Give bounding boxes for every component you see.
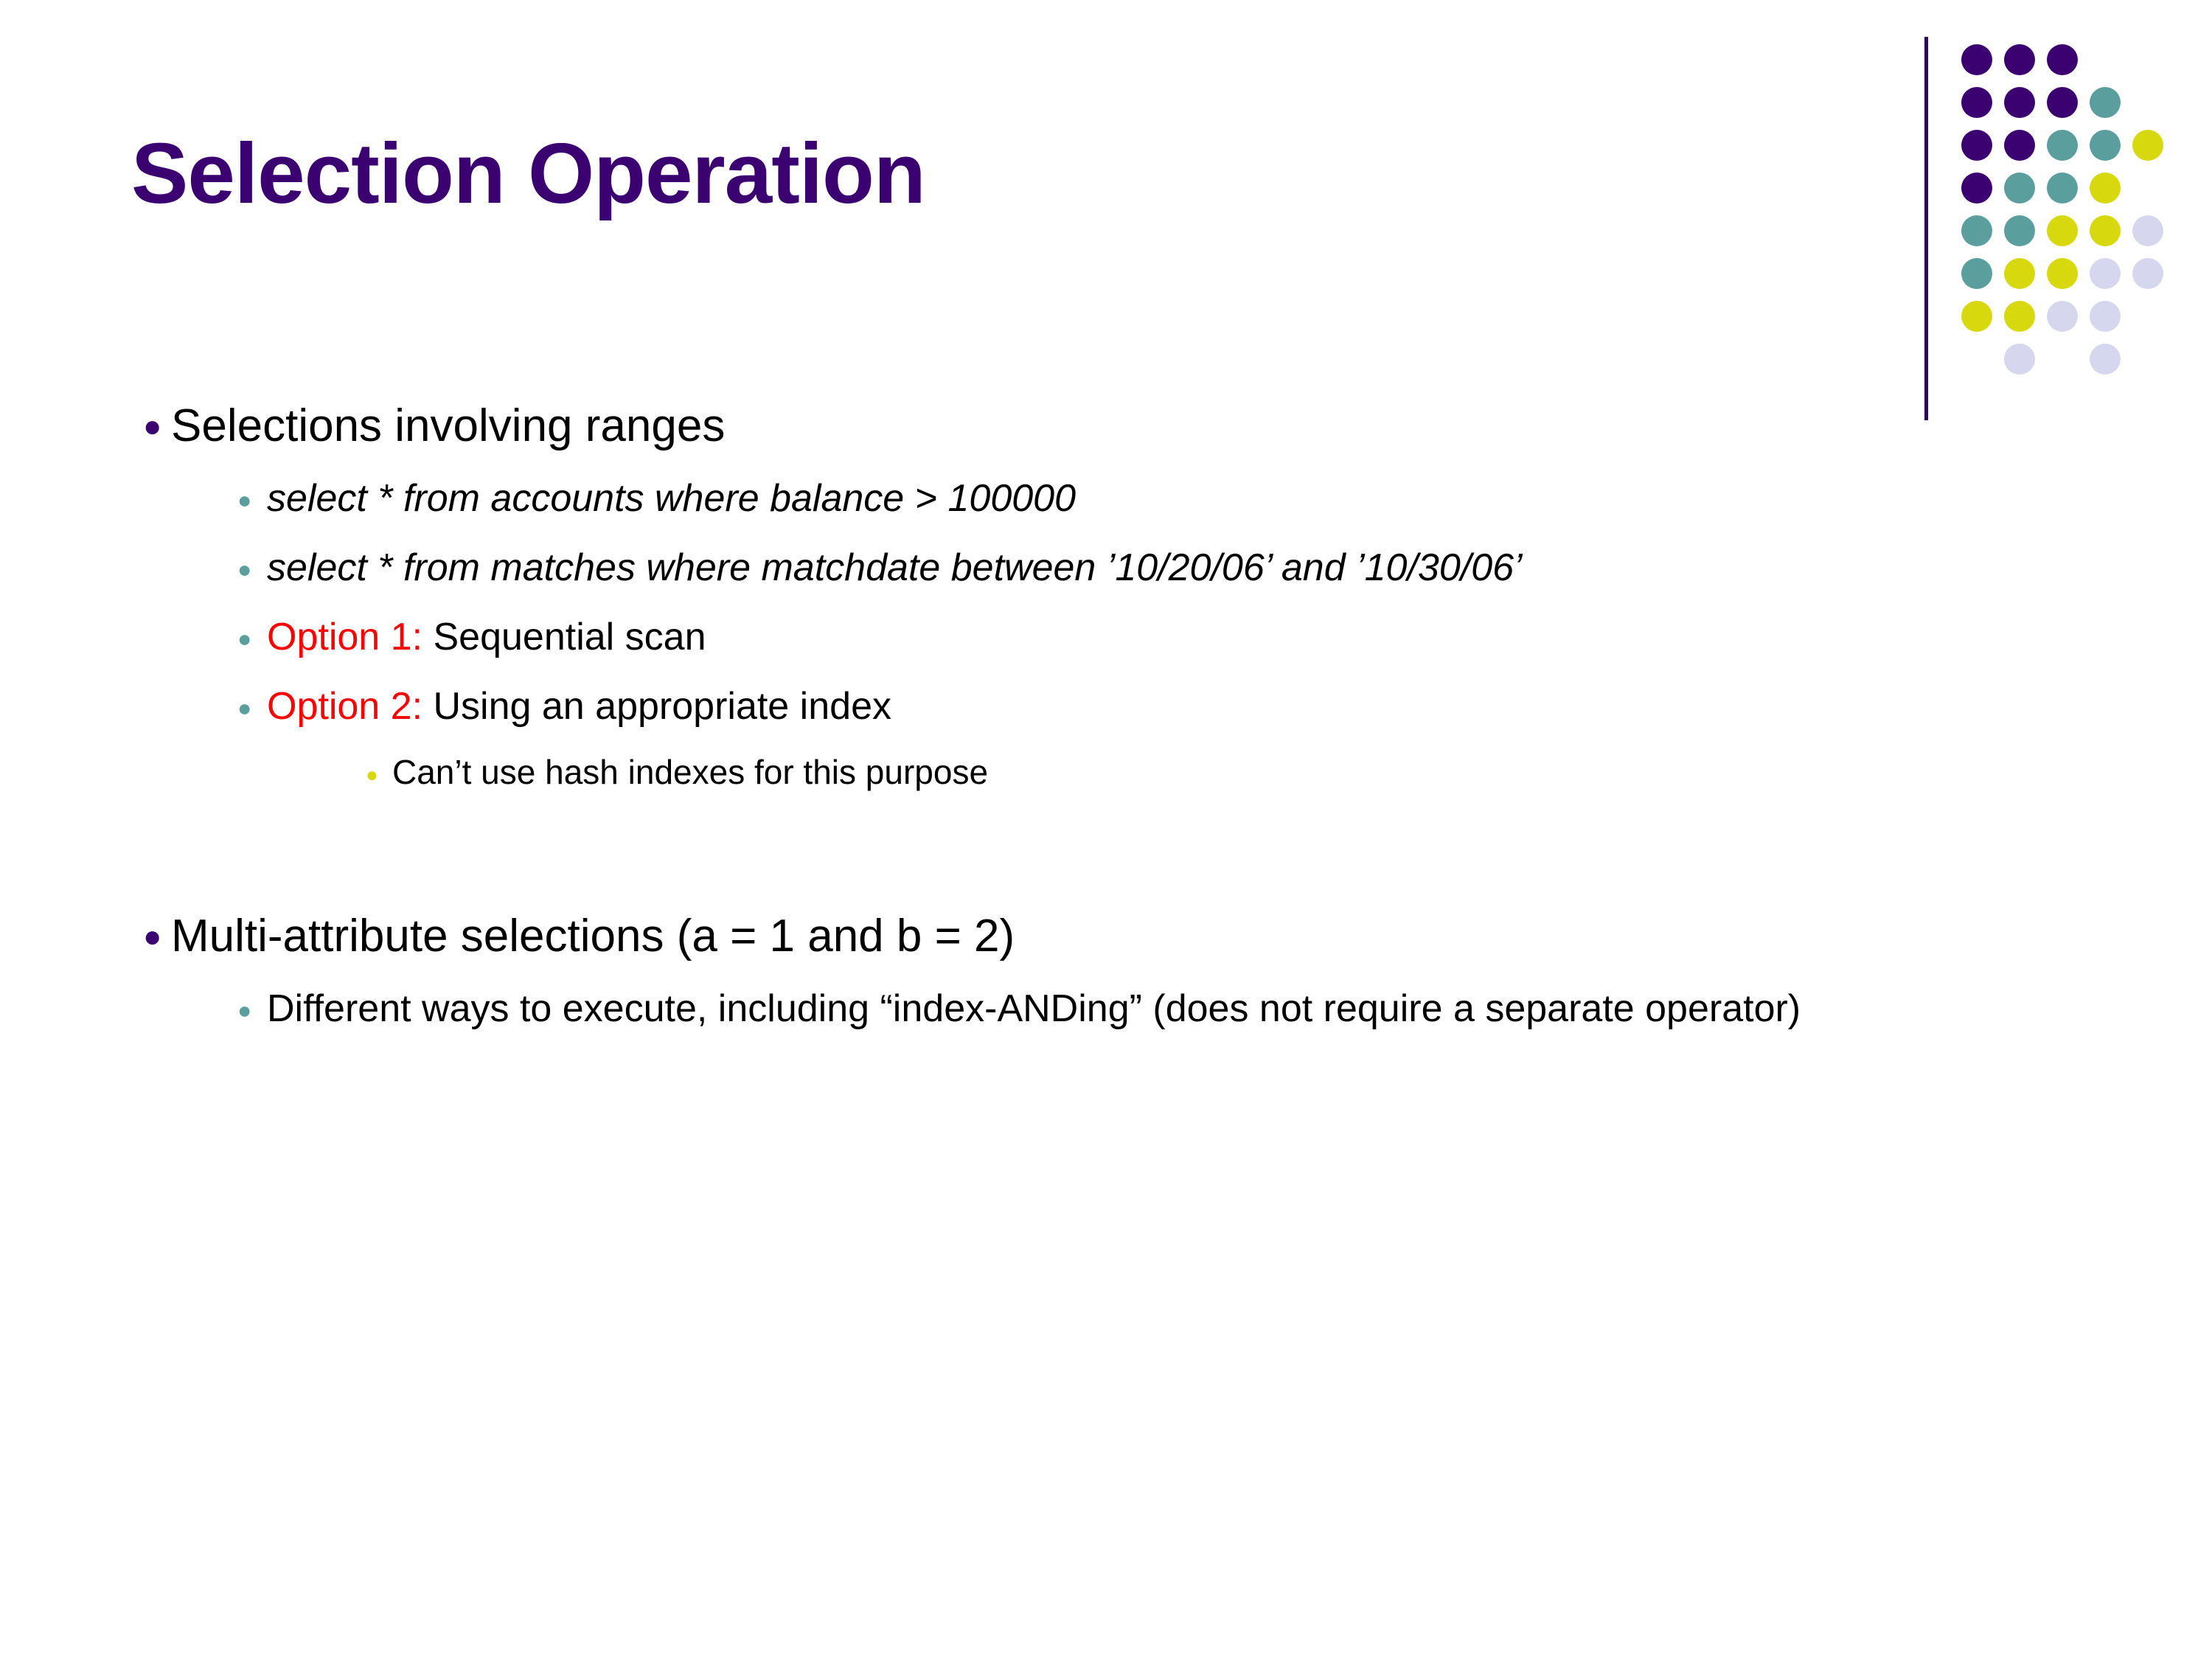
dot-matrix-logo [1924,29,2175,413]
logo-vertical-rule [1924,37,1928,420]
bullet-item-level-1 [133,908,2101,964]
logo-dot [2132,258,2163,289]
bullet-text: Can’t use hash indexes for this purpose [392,753,989,791]
logo-dot [2047,87,2078,118]
bullet-item-level-3 [354,751,2101,799]
logo-dot [2090,173,2121,204]
bullet-point-icon: ● [143,919,162,953]
logo-dot [2090,258,2121,289]
bullet-text: Selections involving ranges [171,400,726,451]
logo-dot [2004,44,2035,75]
logo-dot [1961,301,1992,332]
bullet-item-level-2 [226,612,2101,665]
bullet-text: Option 1: Sequential scan [267,616,706,658]
logo-dot [2004,215,2035,246]
logo-dot-grid [1961,44,2168,398]
bullet-point-icon: ● [237,556,252,582]
bullet-item-level-1 [133,398,2101,454]
bullet-text: Option 2: Using an appropriate index [267,685,891,728]
logo-dot [2090,130,2121,161]
bullet-point-icon: ● [237,997,252,1023]
bullet-item-level-2 [226,473,2101,526]
page-title: Selection Operation [131,125,925,221]
logo-dot [2004,87,2035,118]
option-label: Option 2: [267,685,423,728]
bullet-point-icon: ● [237,487,252,513]
spacer [111,813,2101,908]
logo-dot [1961,44,1992,75]
bullet-item-level-2 [226,543,2101,596]
logo-dot [2132,215,2163,246]
logo-dot [1961,258,1992,289]
bullet-item-level-2 [226,984,2101,1037]
logo-dot [2004,258,2035,289]
logo-dot [2047,258,2078,289]
bullet-point-icon: ● [143,408,162,443]
bullet-text: Multi-attribute selections (a = 1 and b = 2) [171,911,1015,961]
logo-dot [2132,130,2163,161]
bullet-point-icon: ● [366,763,378,786]
bullet-text: select * from accounts where balance > 100000 [267,477,1077,520]
logo-dot [2047,301,2078,332]
logo-dot [2004,130,2035,161]
logo-dot [2047,130,2078,161]
logo-dot [2090,301,2121,332]
logo-dot [2047,215,2078,246]
logo-dot [2004,344,2035,375]
logo-dot [2090,344,2121,375]
option-label: Option 1: [267,616,423,658]
logo-dot [2004,173,2035,204]
bullet-point-icon: ● [237,625,252,652]
bullet-text: select * from matches where matchdate between ’10/20/06’ and ’10/30/06’ [267,546,1523,589]
logo-dot [2090,87,2121,118]
logo-dot [2090,215,2121,246]
slide-body [111,398,2101,1053]
bullet-point-icon: ● [237,695,252,721]
bullet-text: Different ways to execute, including “index-ANDing” (does not require a separate operator) [267,987,1801,1030]
logo-dot [1961,215,1992,246]
logo-dot [2047,44,2078,75]
logo-dot [1961,130,1992,161]
logo-dot [2004,301,2035,332]
logo-dot [1961,173,1992,204]
bullet-item-level-2 [226,681,2101,734]
logo-dot [1961,87,1992,118]
logo-dot [2047,173,2078,204]
